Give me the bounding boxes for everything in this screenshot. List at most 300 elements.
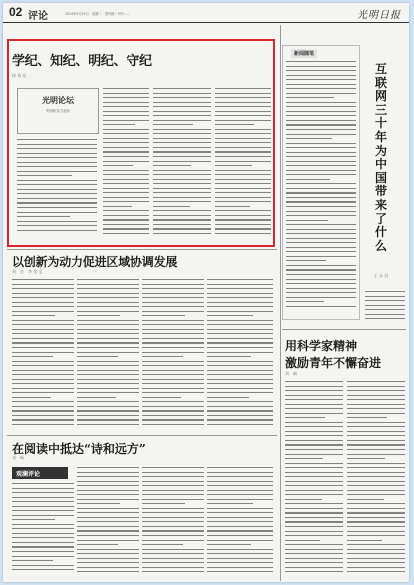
text-line — [77, 485, 139, 486]
text-line — [77, 356, 118, 357]
text-line — [207, 352, 273, 353]
text-line — [347, 562, 405, 563]
text-line — [207, 467, 273, 468]
text-line — [286, 165, 356, 166]
text-line — [77, 512, 139, 513]
column-logo — [12, 467, 68, 479]
text-line — [142, 374, 204, 375]
text-line — [207, 329, 273, 330]
text-line — [286, 251, 356, 252]
text-line — [286, 247, 356, 248]
text-line — [347, 404, 405, 405]
text-line — [77, 342, 139, 343]
text-line — [286, 75, 356, 76]
text-line — [207, 342, 273, 343]
text-line — [286, 66, 356, 67]
text-line — [207, 521, 273, 522]
third-article-title: 在阅读中抵达“诗和远方” — [12, 442, 146, 456]
text-line — [285, 535, 343, 536]
text-line — [285, 553, 343, 554]
text-line — [77, 293, 139, 294]
second-article-body-col4 — [207, 279, 273, 431]
text-line — [207, 526, 273, 527]
text-line — [347, 517, 405, 518]
text-line — [285, 490, 343, 491]
text-line — [285, 531, 343, 532]
text-line — [347, 499, 384, 500]
text-line — [285, 431, 343, 432]
text-line — [207, 512, 273, 513]
text-line — [142, 329, 204, 330]
text-line — [286, 306, 356, 307]
text-line — [207, 490, 273, 491]
text-line — [77, 521, 139, 522]
text-line — [347, 426, 405, 427]
text-line — [285, 408, 343, 409]
text-line — [286, 197, 356, 198]
text-line — [207, 297, 273, 298]
text-line — [285, 404, 343, 405]
text-line — [347, 544, 405, 545]
text-line — [77, 467, 139, 468]
text-line — [142, 306, 204, 307]
text-line — [285, 395, 343, 396]
text-line — [286, 301, 324, 302]
text-line — [207, 288, 273, 289]
second-article-body-col1 — [12, 279, 74, 431]
text-line — [77, 410, 139, 411]
text-line — [207, 540, 273, 541]
text-line — [142, 302, 204, 303]
text-line — [12, 569, 74, 570]
text-line — [142, 383, 204, 384]
text-line — [286, 61, 356, 62]
text-line — [142, 388, 204, 389]
text-line — [347, 386, 405, 387]
page-number: 02 — [9, 5, 23, 19]
text-line — [12, 352, 74, 353]
text-line — [142, 401, 204, 402]
text-line — [207, 397, 249, 398]
text-line — [207, 338, 273, 339]
text-line — [142, 333, 204, 334]
text-line — [12, 542, 74, 543]
text-line — [12, 560, 53, 561]
text-line — [286, 183, 356, 184]
text-line — [286, 106, 356, 107]
text-line — [77, 324, 139, 325]
text-line — [142, 476, 204, 477]
text-line — [12, 329, 74, 330]
text-line — [347, 395, 405, 396]
text-line — [77, 540, 139, 541]
text-line — [347, 422, 405, 423]
text-line — [285, 503, 343, 504]
text-line — [285, 499, 322, 500]
text-line — [12, 338, 74, 339]
text-line — [12, 492, 74, 493]
text-line — [142, 521, 204, 522]
text-line — [285, 417, 325, 418]
text-line — [142, 365, 204, 366]
text-line — [347, 526, 405, 527]
text-line — [286, 120, 356, 121]
text-line — [142, 297, 204, 298]
text-line — [286, 88, 356, 89]
text-line — [286, 97, 334, 98]
side-article-byline: 刘 畅 — [285, 371, 297, 376]
text-line — [285, 435, 343, 436]
text-line — [142, 544, 183, 545]
text-line — [207, 544, 251, 545]
text-line — [207, 315, 253, 316]
text-line — [77, 499, 139, 500]
news-essay-body — [286, 61, 356, 315]
text-line — [77, 315, 120, 316]
text-line — [285, 517, 343, 518]
text-line — [207, 306, 273, 307]
text-line — [142, 315, 185, 316]
text-line — [207, 392, 273, 393]
text-line — [77, 374, 139, 375]
text-line — [285, 567, 343, 568]
text-line — [77, 472, 139, 473]
text-line — [286, 102, 356, 103]
column-divider — [280, 25, 281, 581]
text-line — [286, 220, 328, 221]
text-line — [142, 567, 204, 568]
text-line — [77, 297, 139, 298]
text-line — [77, 306, 139, 307]
text-line — [142, 481, 204, 482]
text-line — [12, 297, 74, 298]
text-line — [347, 535, 405, 536]
text-line — [142, 508, 204, 509]
text-line — [12, 551, 74, 552]
text-line — [77, 517, 139, 518]
text-line — [286, 265, 356, 266]
text-line — [286, 192, 356, 193]
text-line — [347, 490, 405, 491]
text-line — [286, 229, 356, 230]
side-article-body-col1 — [285, 381, 343, 577]
text-line — [207, 517, 273, 518]
text-line — [347, 381, 405, 382]
text-line — [207, 293, 273, 294]
text-line — [207, 347, 273, 348]
text-line — [285, 444, 343, 445]
text-line — [12, 537, 74, 538]
text-line — [207, 361, 273, 362]
text-line — [285, 494, 343, 495]
text-line — [142, 424, 204, 425]
text-line — [285, 467, 343, 468]
text-line — [12, 279, 74, 280]
text-line — [207, 424, 273, 425]
text-line — [365, 305, 405, 306]
text-line — [142, 320, 204, 321]
text-line — [347, 449, 405, 450]
text-line — [12, 533, 74, 534]
text-line — [347, 485, 405, 486]
text-line — [12, 510, 74, 511]
text-line — [285, 399, 343, 400]
text-line — [142, 512, 204, 513]
text-line — [142, 526, 204, 527]
text-line — [285, 426, 343, 427]
text-line — [347, 463, 405, 464]
vertical-article-body-top — [365, 291, 405, 325]
text-line — [286, 134, 356, 135]
text-line — [285, 390, 343, 391]
news-essay-label: 新闻随笔 — [291, 49, 317, 58]
text-line — [207, 279, 273, 280]
vertical-article-byline: 王 永 昌 — [373, 273, 389, 278]
text-line — [286, 129, 356, 130]
text-line — [142, 342, 204, 343]
text-line — [12, 419, 74, 420]
text-line — [286, 279, 356, 280]
text-line — [12, 374, 74, 375]
text-line — [347, 481, 405, 482]
text-line — [77, 361, 139, 362]
vertical-article-title: 互 联 网 三 十 年 为 中 国 带 来 了 什 么 — [374, 62, 387, 253]
text-line — [285, 571, 343, 572]
text-line — [347, 531, 405, 532]
text-line — [285, 562, 343, 563]
text-line — [207, 356, 251, 357]
third-article-byline: 刘 畅 — [12, 455, 24, 460]
text-line — [347, 417, 387, 418]
text-line — [365, 318, 405, 319]
text-line — [286, 161, 356, 162]
second-article-body-col2 — [77, 279, 139, 431]
text-line — [207, 535, 273, 536]
text-line — [12, 356, 53, 357]
text-line — [142, 284, 204, 285]
side-article-body-col2 — [347, 381, 405, 577]
text-line — [142, 535, 204, 536]
text-line — [347, 521, 405, 522]
section-name: 评论 — [28, 11, 48, 22]
text-line — [77, 553, 139, 554]
text-line — [142, 410, 204, 411]
text-line — [12, 519, 55, 520]
text-line — [286, 152, 356, 153]
text-line — [207, 415, 273, 416]
text-line — [77, 370, 139, 371]
text-line — [207, 485, 273, 486]
main-article-byline: 扬 春 花 — [12, 73, 27, 78]
text-line — [286, 224, 356, 225]
text-line — [285, 558, 343, 559]
text-line — [207, 406, 273, 407]
text-line — [207, 549, 273, 550]
text-line — [77, 424, 139, 425]
text-line — [12, 515, 74, 516]
text-line — [77, 284, 139, 285]
text-line — [347, 431, 405, 432]
text-line — [207, 284, 273, 285]
text-line — [12, 483, 74, 484]
text-line — [142, 397, 181, 398]
text-line — [207, 379, 273, 380]
text-line — [77, 526, 139, 527]
text-line — [12, 546, 74, 547]
text-line — [142, 361, 204, 362]
text-line — [286, 115, 356, 116]
text-line — [142, 494, 204, 495]
text-line — [207, 508, 273, 509]
text-line — [12, 370, 74, 371]
text-line — [12, 424, 74, 425]
text-line — [77, 388, 139, 389]
text-line — [347, 512, 405, 513]
text-line — [286, 260, 326, 261]
text-line — [77, 379, 139, 380]
text-line — [77, 415, 139, 416]
text-line — [77, 494, 139, 495]
text-line — [12, 315, 55, 316]
text-line — [365, 291, 405, 292]
text-line — [77, 397, 116, 398]
text-line — [77, 490, 139, 491]
text-line — [77, 311, 139, 312]
text-line — [77, 567, 139, 568]
text-line — [286, 174, 356, 175]
text-line — [285, 463, 343, 464]
masthead — [3, 3, 409, 23]
third-article-body-col3 — [142, 467, 204, 577]
text-line — [347, 467, 405, 468]
text-line — [285, 454, 343, 455]
text-line — [365, 314, 405, 315]
text-line — [77, 392, 139, 393]
text-line — [77, 562, 139, 563]
side-article-title-line2: 激励青年不懈奋进 — [285, 356, 382, 370]
text-line — [12, 410, 74, 411]
text-line — [365, 300, 405, 301]
text-line — [142, 562, 204, 563]
text-line — [142, 517, 204, 518]
text-line — [77, 549, 139, 550]
text-line — [12, 406, 74, 407]
text-line — [286, 188, 356, 189]
text-line — [286, 211, 356, 212]
text-line — [207, 499, 273, 500]
text-line — [347, 549, 405, 550]
column-logo-label: 观澜评论 — [16, 471, 41, 478]
text-line — [142, 288, 204, 289]
text-line — [286, 170, 356, 171]
newspaper-page — [3, 3, 409, 582]
text-line — [285, 413, 343, 414]
text-line — [142, 311, 204, 312]
text-line — [77, 333, 139, 334]
text-line — [12, 320, 74, 321]
text-line — [207, 324, 273, 325]
text-line — [142, 293, 204, 294]
second-article-title: 以创新为动力促进区域协调发展 — [12, 255, 178, 269]
text-line — [142, 485, 204, 486]
text-line — [77, 508, 139, 509]
text-line — [207, 410, 273, 411]
text-line — [347, 390, 405, 391]
text-line — [285, 458, 323, 459]
second-article-body-col3 — [142, 279, 204, 431]
text-line — [285, 485, 343, 486]
text-line — [142, 490, 204, 491]
newspaper-logo: 光明日报 — [357, 10, 401, 21]
text-line — [286, 147, 356, 148]
text-line — [12, 397, 51, 398]
text-line — [207, 374, 273, 375]
text-line — [347, 458, 385, 459]
text-line — [207, 320, 273, 321]
text-line — [207, 472, 273, 473]
text-line — [142, 549, 204, 550]
text-line — [207, 370, 273, 371]
text-line — [285, 449, 343, 450]
text-line — [207, 388, 273, 389]
main-article-title: 学纪、知纪、明纪、守纪 — [12, 54, 152, 69]
text-line — [77, 347, 139, 348]
text-line — [286, 201, 356, 202]
forum-box-title: 光明论坛 — [42, 95, 74, 105]
text-line — [12, 306, 74, 307]
text-line — [142, 406, 204, 407]
text-line — [12, 379, 74, 380]
text-line — [77, 481, 139, 482]
text-line — [142, 338, 204, 339]
text-line — [347, 476, 405, 477]
text-line — [286, 292, 356, 293]
text-line — [77, 401, 139, 402]
text-line — [12, 324, 74, 325]
text-line — [207, 553, 273, 554]
dateline: 2014年9月29日 星期二 国内统一刊号…… — [65, 12, 131, 16]
text-line — [285, 381, 343, 382]
text-line — [207, 419, 273, 420]
text-line — [12, 565, 74, 566]
text-line — [347, 435, 405, 436]
text-line — [207, 401, 273, 402]
text-line — [347, 503, 405, 504]
text-line — [207, 302, 273, 303]
text-line — [142, 553, 204, 554]
text-line — [207, 567, 273, 568]
forum-box-subtitle: 中国软实力论坛 — [45, 109, 71, 113]
third-article-body-col4 — [207, 467, 273, 577]
text-line — [285, 526, 343, 527]
text-line — [12, 556, 74, 557]
text-line — [12, 392, 74, 393]
text-line — [285, 508, 343, 509]
text-line — [77, 338, 139, 339]
article-divider — [7, 249, 277, 250]
text-line — [77, 365, 139, 366]
text-line — [12, 302, 74, 303]
text-line — [77, 352, 139, 353]
text-line — [12, 388, 74, 389]
text-line — [347, 440, 405, 441]
text-line — [285, 476, 343, 477]
side-article-title-line1: 用科学家精神 — [285, 339, 358, 353]
text-line — [347, 444, 405, 445]
text-line — [286, 269, 356, 270]
third-article-body-col1 — [12, 483, 74, 577]
text-line — [12, 488, 74, 489]
